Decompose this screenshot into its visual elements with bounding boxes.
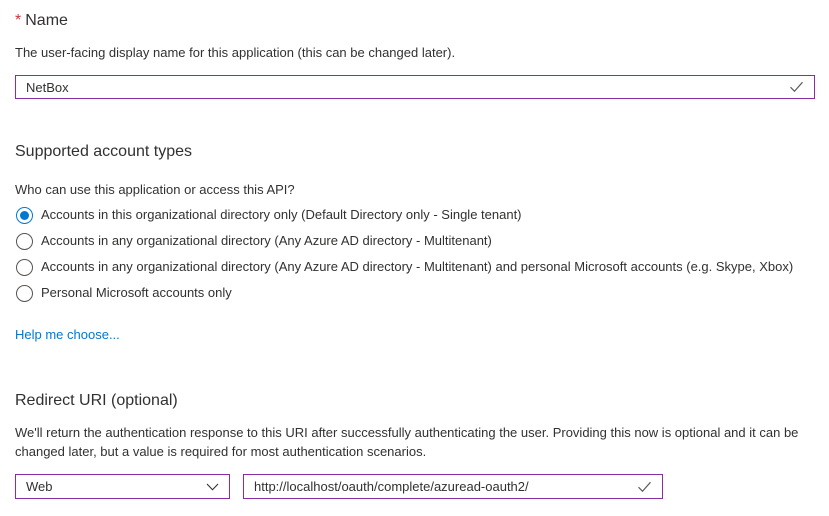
platform-select[interactable] <box>15 474 230 499</box>
platform-select-value: Web <box>26 479 53 494</box>
radio-option-multitenant[interactable] <box>16 232 492 250</box>
redirect-uri-input[interactable] <box>243 474 663 499</box>
radio-option-personal-only[interactable] <box>16 284 232 302</box>
radio-option-multitenant-personal[interactable] <box>16 258 793 276</box>
radio-selected-icon[interactable] <box>16 207 33 224</box>
account-types-heading: Supported account types <box>15 143 193 160</box>
redirect-uri-description: We'll return the authentication response to this URI after successfully authenticating the user. Providing this now is optional and it can be changed later, but a value is required for most authentication scenarios. <box>15 425 799 459</box>
radio-option-label: Accounts in this organizational directory only (Default Directory only - Single tenant) <box>41 207 522 222</box>
name-section-heading <box>15 11 68 31</box>
radio-unselected-icon[interactable] <box>16 285 33 302</box>
chevron-down-icon <box>206 483 219 491</box>
radio-unselected-icon[interactable] <box>16 233 33 250</box>
redirect-uri-input-value: http://localhost/oauth/complete/azuread-oauth2/ <box>254 479 529 494</box>
name-description: The user-facing display name for this application (this can be changed later). <box>15 45 456 60</box>
radio-option-label: Accounts in any organizational directory (Any Azure AD directory - Multitenant) <box>41 233 492 248</box>
radio-dot <box>20 211 29 220</box>
radio-option-label: Personal Microsoft accounts only <box>41 285 232 300</box>
radio-unselected-icon[interactable] <box>16 259 33 276</box>
name-input[interactable] <box>15 75 815 99</box>
name-input-value: NetBox <box>26 79 69 95</box>
account-types-question: Who can use this application or access this API? <box>15 182 295 197</box>
redirect-uri-heading: Redirect URI (optional) <box>15 392 178 409</box>
radio-option-label: Accounts in any organizational directory (Any Azure AD directory - Multitenant) and personal Microsoft accounts (e.g. Skype, Xbox) <box>41 259 794 274</box>
name-label: Name <box>25 12 68 29</box>
radio-option-single-tenant[interactable] <box>16 206 522 224</box>
required-asterisk: * <box>15 12 22 29</box>
valid-checkmark-icon <box>789 81 804 93</box>
help-me-choose-link[interactable]: Help me choose... <box>15 327 120 342</box>
valid-checkmark-icon <box>637 481 652 493</box>
